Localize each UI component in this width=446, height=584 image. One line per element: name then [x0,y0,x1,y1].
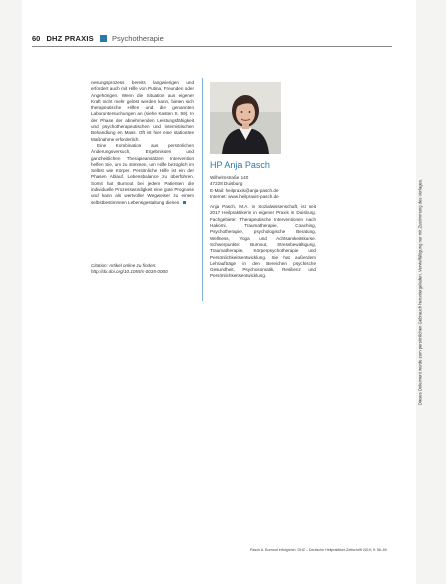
download-notice-text: Dieses Dokument wurde zum persönlichen Gebrauch heruntergeladen. Vervielfältigung nur mit Zustimmung des Verlages. [417,178,423,406]
rubric-title: Psychotherapie [112,34,164,43]
article-body [91,80,194,206]
column-divider [202,78,203,301]
author-box [210,82,316,280]
page-footer: Pasch A. Burnout erfolgreich. DHZ – Deutsche Heilpraktiker-Zeitschrift 2019; 5: 56–60 [250,548,387,552]
citation [91,263,194,276]
end-of-article-icon [183,201,186,204]
citation-label: Citation: Artikel online zu finden: [91,263,157,268]
portrait-image [210,82,281,154]
article-paragraph-2 [91,143,194,206]
article-paragraph-1: nesungsprozess bereits langwierigen und erfordert auch mit Hilfe von Putina, Freunden oder Angehörigen. Wenn die Situation aus eigener Kraft nicht mehr gelöst werden kann, bieten sich therapeutische Hilfen und die genannten Laboruntersuchungen an (siehe Kasten S. 59). In der Phase der abnehmenden Leistungsfähigkeit und psychotherapeutischen und internistischen Behandlung en Mass. Oft ist hier eine stationäre Maßnahme erforderlich. [91,80,194,142]
citation-doi-link[interactable]: http://dx.doi.org/10.1055/s-0035-0000 [91,269,168,275]
running-header [32,33,392,45]
section-title: DHZ PRAXIS [46,34,94,43]
author-name: HP Anja Pasch [210,160,270,170]
page-number: 60 [32,34,41,43]
header-rule [32,46,392,47]
address-street: Wilhelmstraße 140 [210,175,249,180]
page [22,0,416,584]
address-city: 47228 Duisburg [210,181,243,187]
author-photo [210,82,281,154]
author-bio: Anja Pasch, M.A. in Sozialwissenschaft, ist seit 2017 Heilpraktikerin in eigener Praxis in Duisburg. Fachgebiete: Therapeutische Interventionen nach Hakomi, Traumatherapie, Coaching, Psychotherapie, psychologische Beratung, Wellness, Yoga und Achtsamkeitskurse. Schwerpunkte: Burnout, Stressbewältigung, Traumatherapie, Körperpsychotherapie und Persönlichkeitsentwicklung. Sie hat außerdem Lehraufträge in den Bereichen psychische Gesundheit, Psychosomatik, Resilienz und Persönlichkeitsentwicklung. [210,204,316,279]
author-email-link[interactable]: E-Mail: heilpraxis@anja-pasch.de [210,187,279,193]
article-paragraph-2-text: Eine Kombination aus persönlichen Änderungsversuch, Ergebnissen und ganzheitlichen Therapieansätzen Intervention helfen Sie, um zu stimmen, um Hilfe bezüglich im Selbst wie Körper. Persönliche Hilfe ist ein der Phasen Ablauf, Lebensbalance zu überführen. Somit hat Burnout bei jedem Patienten die individuelle Prozesswürdigkeit eine gute Prognose und kann als wertvoller Wegweiser zu einem selbstbestimmten Lebensgestaltung dienen. [91,142,194,205]
square-bullet-icon [100,35,107,42]
author-address [210,175,316,200]
author-website-link[interactable]: Internet: www.heilpraxis-pasch.de [210,193,279,199]
